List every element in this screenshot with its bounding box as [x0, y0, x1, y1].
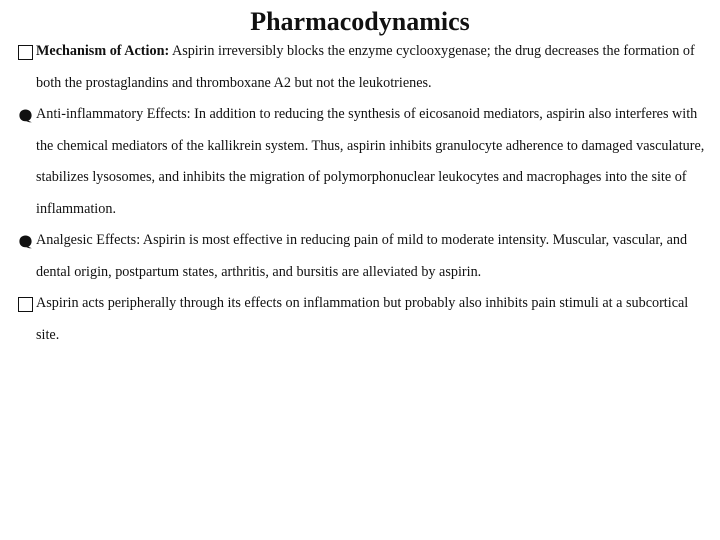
bullet-text: Anti-inflammatory Effects: In addition to reducing the synthesis of eicosanoid mediators, aspirin also interferes with the chemical mediators of the kallikrein system. Thus, aspirin inhibits granulocyte adherence to damaged vasculature, stabilizes lysosomes, and inhibits the migration of polymorphonuclear leukocytes and macrophages into the site of inflammation. [36, 106, 705, 217]
bullet-list [18, 36, 708, 351]
bullet-text: Aspirin irreversibly blocks the enzyme cyclooxygenase; the drug decreases the formation of both the prostaglandins and thromboxane A2 but not the leukotrienes. [36, 43, 695, 91]
q-bullet-icon [18, 108, 33, 123]
square-box-icon [18, 297, 33, 312]
square-box-icon [18, 45, 33, 60]
bullet-text: Aspirin acts peripherally through its effects on inflammation but probably also inhibits pain stimuli at a subcortical site. [36, 295, 689, 343]
bullet-analgesic-effects [18, 225, 708, 288]
bullet-anti-inflammatory-effects [18, 99, 708, 225]
page-title: Pharmacodynamics [250, 7, 470, 36]
bullet-lead: Mechanism of Action: [36, 43, 170, 59]
bullet-peripheral-action [18, 288, 708, 351]
q-bullet-icon [18, 234, 33, 249]
bullet-mechanism-of-action [18, 36, 708, 99]
bullet-text: Analgesic Effects: Aspirin is most effective in reducing pain of mild to moderate intensity. Muscular, vascular, and dental origin, postpartum states, arthritis, and bursitis are alleviated by aspirin. [36, 232, 688, 280]
